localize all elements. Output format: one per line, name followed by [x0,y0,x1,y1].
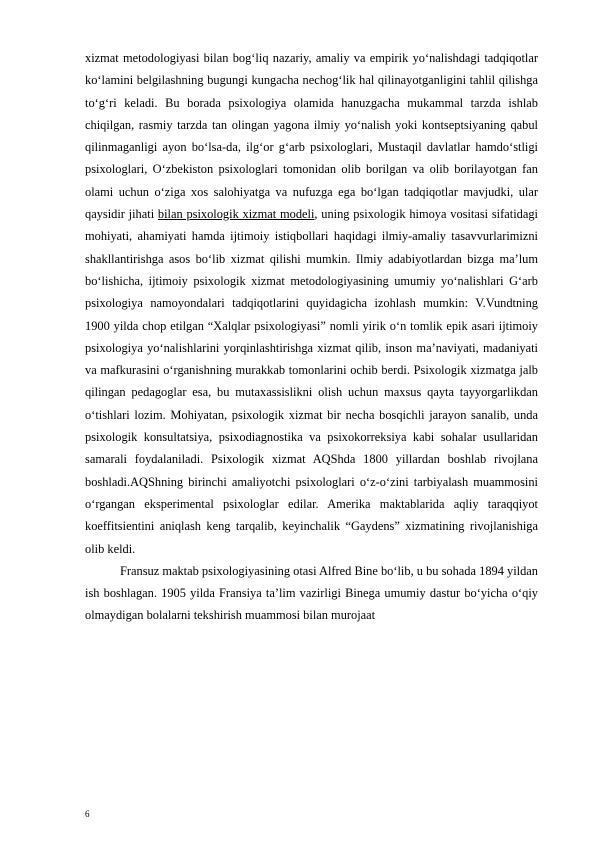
page-number: 6 [85,809,90,819]
underlined-phrase: bilan psixologik xizmat modeli [157,207,315,222]
paragraph-1-text-a: xizmat metodologiyasi bilan bog‘liq nazariy, amaliy va empirik yo‘nalishdagi tadqiqotlar ko‘lamini belgilashning bugungi kungacha nechog‘lik hal qilinayotganligini tahlil qilishga to‘g‘ri keladi. Bu borada psixologiya olamida hanuzgacha mukammal tarzda ishlab chiqilgan, rasmiy tarzda tan olingan yagona ilmiy yo‘nalish yoki kontseptsiyaning qabul qilinmaganligi ayon bo‘lsa-da, ilg‘or g‘arb psixologlari, Mustaqil davlatlar hamdo‘stligi psixologlari, O‘zbekiston psixologlari tomonidan olib borilgan va olib borilayotgan fan olami uchun o‘ziga xos salohiyatga va nufuzga ega bo‘lgan tadqiqotlar mavjudki, ular qaysidir jihati [85,51,538,222]
body-text [85,47,538,627]
paragraph-1 [85,47,538,560]
paragraph-2: Fransuz maktab psixologiyasining otasi Alfred Bine bo‘lib, u bu sohada 1894 yildan ish boshlagan. 1905 yilda Fransiya ta’lim vazirligi Binega umumiy dastur bo‘yicha o‘qiy olmaydigan bolalarni tekshirish muammosi bilan murojaat [85,563,538,623]
paragraph-1-text-b: , uning psixologik himoya vositasi sifatidagi mohiyati, ahamiyati hamda ijtimoiy istiqbollari haqidagi ilmiy-amaliy tasavvurlarimizni shakllantirishga asos bo‘lib xizmat qilishi mumkin. Ilmiy adabiyotlardan bizga ma’lum bo‘lishicha, ijtimoiy psixologik xizmat metodologiyasining umumiy yo‘nalishlari G‘arb psixologiya namoyondalari tadqiqotlarini quyidagicha izohlash mumkin: V.Vundtning 1900 yilda chop etilgan “Xalqlar psixologiyasi” nomli yirik o‘n tomlik epik asari ijtimoiy psixologiya yo‘nalishlarini yorqinlashtirishga xizmat qilib, inson ma’naviyati, madaniyati va mafkurasini o‘rganishning murakkab tomonlarini ochib berdi. Psixologik xizmatga jalb qilingan pedagoglar esa, bu mutaxassislikni olish uchun maxsus qayta tayyorgarlikdan o‘tishlari lozim. Mohiyatan, psixologik xizmat bir necha bosqichli jarayon sanalib, unda psixologik konsultatsiya, psixodiagnostika va psixokorreksiya kabi sohalar usullaridan samarali foydalaniladi. Psixologik xizmat AQShda 1800 yillardan boshlab rivojlana boshladi.AQShning birinchi amaliyotchi psixologlari o‘z-o‘zini tarbiyalash muammosini o‘rgangan eksperimental psixologlar edilar. Amerika maktablarida aqliy taraqqiyot koeffitsientini aniqlash keng tarqalib, keyinchalik “Gaydens” xizmatining rivojlanishiga olib keldi. [85,207,538,556]
